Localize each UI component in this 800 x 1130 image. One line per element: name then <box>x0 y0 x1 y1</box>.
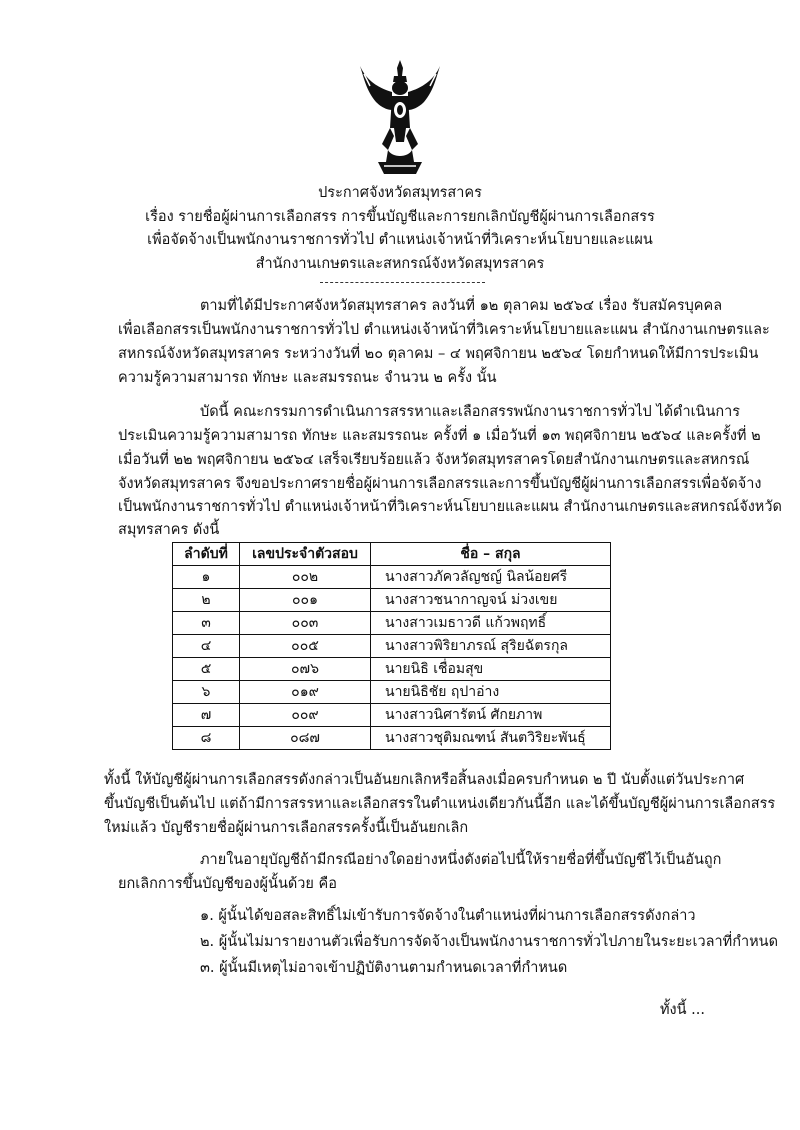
row-exam-id: ๐๐๑ <box>240 589 371 612</box>
row-exam-id: ๐๐๙ <box>240 704 371 727</box>
list-item: ๓. ผู้นั้นมีเหตุไม่อาจเข้าปฏิบัติงานตามกำหนดเวลาที่กำหนด <box>200 960 568 976</box>
table-row <box>173 704 611 727</box>
subject-line: เรื่อง รายชื่อผู้ผ่านการเลือกสรร การขึ้นบัญชีและการยกเลิกบัญชีผู้ผ่านการเลือกสรร <box>145 209 655 225</box>
row-name: นางสาวชนากาญจน์ ม่วงเขย <box>371 589 611 612</box>
row-exam-id: ๐๘๗ <box>240 727 371 750</box>
row-order: ๓ <box>173 612 240 635</box>
paragraph-line: บัดนี้ คณะกรรมการดำเนินการสรรหาและเลือกสรรพนักงานราชการทั่วไป ได้ดำเนินการ <box>200 404 741 420</box>
table-row <box>173 727 611 750</box>
paragraph-line: เมื่อวันที่ ๒๒ พฤศจิกายน ๒๕๖๔ เสร็จเรียบร้อยแล้ว จังหวัดสมุทรสาครโดยสำนักงานเกษตรและสหกรณ์ <box>118 452 750 468</box>
paragraph-line: ขึ้นบัญชีเป็นต้นไป แต่ถ้ามีการสรรหาและเลือกสรรในตำแหน่งเดียวกันนี้อีก และได้ขึ้นบัญชีผู้ผ่านการเลือกสรร <box>104 796 776 812</box>
column-header-name: ชื่อ – สกุล <box>371 543 611 566</box>
paragraph-line: ใหม่แล้ว บัญชีรายชื่อผู้ผ่านการเลือกสรรครั้งนี้เป็นอันยกเลิก <box>104 820 469 836</box>
column-header-order: ลำดับที่ <box>173 543 240 566</box>
row-order: ๑ <box>173 566 240 589</box>
row-name: นายนิธิชัย ฤปาอ่าง <box>371 681 611 704</box>
list-item: ๑. ผู้นั้นได้ขอสละสิทธิ์ไม่เข้ารับการจัดจ้างในตำแหน่งที่ผ่านการเลือกสรรดังกล่าว <box>200 908 696 924</box>
table-row <box>173 612 611 635</box>
row-order: ๒ <box>173 589 240 612</box>
announcement-title: ประกาศจังหวัดสมุทรสาคร <box>318 185 482 201</box>
paragraph-line: สหกรณ์จังหวัดสมุทรสาคร ระหว่างวันที่ ๒๐ ตุลาคม – ๔ พฤศจิกายน ๒๕๖๔ โดยกำหนดให้มีการประเมิน <box>118 346 759 362</box>
paragraph-line: ประเมินความรู้ความสามารถ ทักษะ และสมรรถนะ ครั้งที่ ๑ เมื่อวันที่ ๑๓ พฤศจิกายน ๒๕๖๔ และครั้งที่ ๒ <box>118 428 761 444</box>
row-name: นางสาวชุติมณฑน์ สันตวิริยะพันธุ์ <box>371 727 611 750</box>
paragraph-line: ยกเลิกการขึ้นบัญชีของผู้นั้นด้วย คือ <box>118 876 337 892</box>
paragraph-line: ทั้งนี้ ให้บัญชีผู้ผ่านการเลือกสรรดังกล่าวเป็นอันยกเลิกหรือสิ้นลงเมื่อครบกำหนด ๒ ปี นับตั้งแต่วันประกาศ <box>104 772 745 788</box>
row-exam-id: ๐๑๙ <box>240 681 371 704</box>
table-row <box>173 589 611 612</box>
paragraph-line: จังหวัดสมุทรสาคร จึงขอประกาศรายชื่อผู้ผ่านการเลือกสรรและการขึ้นบัญชีผู้ผ่านการเลือกสรรเพื่อจัดจ้าง <box>118 476 762 492</box>
table-row <box>173 566 611 589</box>
table-row <box>173 658 611 681</box>
row-name: นางสาวนิศารัตน์ ศักยภาพ <box>371 704 611 727</box>
subject-line-3: สำนักงานเกษตรและสหกรณ์จังหวัดสมุทรสาคร <box>255 256 545 272</box>
row-order: ๕ <box>173 658 240 681</box>
subject-line-2: เพื่อจัดจ้างเป็นพนักงานราชการทั่วไป ตำแหน่งเจ้าหน้าที่วิเคราะห์นโยบายและแผน <box>147 232 653 248</box>
candidate-table <box>172 542 611 750</box>
row-order: ๗ <box>173 704 240 727</box>
row-name: นายนิธิ เชื่อมสุข <box>371 658 611 681</box>
row-exam-id: ๐๗๖ <box>240 658 371 681</box>
continuation-text: ทั้งนี้ ... <box>660 1002 705 1018</box>
table-header-row <box>173 543 611 566</box>
list-item: ๒. ผู้นั้นไม่มารายงานตัวเพื่อรับการจัดจ้างเป็นพนักงานราชการทั่วไปภายในระยะเวลาที่กำหนด <box>200 934 778 950</box>
row-name: นางสาวเมธาวดี แก้วพฤทธิ์ <box>371 612 611 635</box>
row-exam-id: ๐๐๒ <box>240 566 371 589</box>
table-row <box>173 635 611 658</box>
table-row <box>173 681 611 704</box>
row-order: ๘ <box>173 727 240 750</box>
paragraph-line: ความรู้ความสามารถ ทักษะ และสมรรถนะ จำนวน ๒ ครั้ง นั้น <box>118 370 497 386</box>
garuda-emblem-icon <box>358 58 442 178</box>
row-exam-id: ๐๐๕ <box>240 635 371 658</box>
paragraph-line: สมุทรสาคร ดังนี้ <box>118 522 220 538</box>
row-order: ๔ <box>173 635 240 658</box>
paragraph-line: ภายในอายุบัญชีถ้ามีกรณีอย่างใดอย่างหนึ่งดังต่อไปนี้ให้รายชื่อที่ขึ้นบัญชีไว้เป็นอันถูก <box>200 852 722 868</box>
row-name: นางสาวพิริยาภรณ์ สุริยฉัตรกุล <box>371 635 611 658</box>
paragraph-line: ตามที่ได้มีประกาศจังหวัดสมุทรสาคร ลงวันที่ ๑๒ ตุลาคม ๒๕๖๔ เรื่อง รับสมัครบุคคล <box>200 298 723 314</box>
paragraph-line: เพื่อเลือกสรรเป็นพนักงานราชการทั่วไป ตำแหน่งเจ้าหน้าที่วิเคราะห์นโยบายและแผน สำนักงานเกษตรและ <box>118 322 770 338</box>
title-separator <box>320 282 485 283</box>
row-name: นางสาวภัควลัญชญ์ นิลน้อยศรี <box>371 566 611 589</box>
row-exam-id: ๐๐๓ <box>240 612 371 635</box>
column-header-exam-id: เลขประจำตัวสอบ <box>240 543 371 566</box>
paragraph-line: เป็นพนักงานราชการทั่วไป ตำแหน่งเจ้าหน้าที่วิเคราะห์นโยบายและแผน สำนักงานเกษตรและสหกรณ์จังหวัด <box>118 499 782 515</box>
row-order: ๖ <box>173 681 240 704</box>
